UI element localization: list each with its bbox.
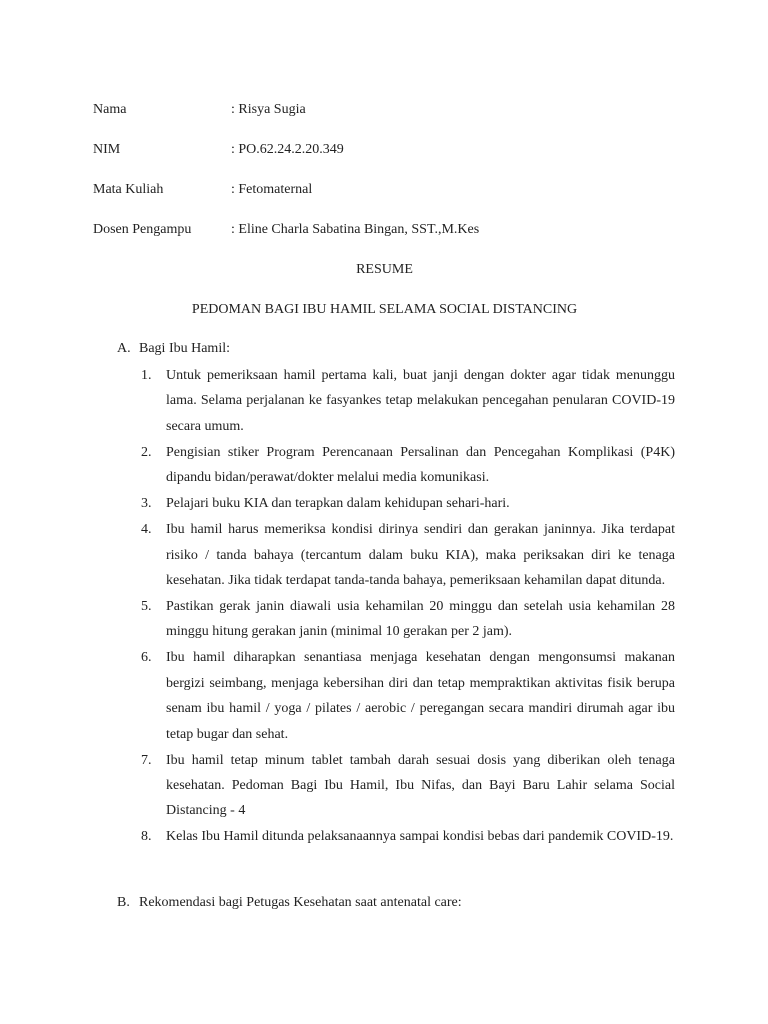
item-number: 6. (141, 650, 152, 666)
section-a-title: Bagi Ibu Hamil: (139, 341, 230, 356)
list-item (141, 517, 675, 593)
nama-label: Nama (93, 102, 127, 117)
item-text: Kelas Ibu Hamil ditunda pelaksanaannya sampai kondisi bebas dari pandemik COVID-19. (166, 829, 674, 845)
info-row-dosen (93, 220, 479, 260)
mata-kuliah-value: : Fetomaternal (231, 182, 313, 197)
item-text: Pengisian stiker Program Perencanaan Persalinan dan Pencegahan Komplikasi (P4K) dipandu bidan/perawat/dokter melalui media komunikasi. (166, 444, 675, 486)
item-text: Ibu hamil harus memeriksa kondisi dirinya sendiri dan gerakan janinnya. Jika terdapat risiko / tanda bahaya (tercantum dalam buku KIA), maka periksakan diri ke tenaga kesehatan. Jika tidak terdapat tanda-tanda bahaya, pemeriksaan kehamilan dapat ditunda. (166, 522, 675, 589)
dosen-label: Dosen Pengampu (93, 222, 192, 237)
nim-value: : PO.62.24.2.20.349 (231, 142, 344, 157)
item-number: 3. (141, 496, 152, 512)
list-item (141, 491, 675, 516)
item-number: 7. (141, 752, 152, 768)
item-number: 2. (141, 444, 152, 460)
item-number: 4. (141, 522, 152, 538)
student-info (93, 100, 479, 260)
section-b-heading (117, 893, 675, 913)
list-item (141, 594, 675, 645)
info-row-nama (93, 100, 479, 140)
section-a-heading (117, 339, 675, 359)
item-text: Ibu hamil tetap minum tablet tambah darah sesuai dosis yang diberikan oleh tenaga kesehatan. Pedoman Bagi Ibu Hamil, Ibu Nifas, dan Bayi Baru Lahir selama Social Distancing - 4 (166, 752, 675, 819)
list-item (141, 748, 675, 824)
info-row-mata-kuliah (93, 180, 479, 220)
section-b-letter: B. (117, 895, 130, 910)
item-number: 5. (141, 599, 152, 615)
list-item (141, 645, 675, 747)
section-a-list (141, 363, 675, 850)
item-number: 1. (141, 368, 152, 383)
section-b-title: Rekomendasi bagi Petugas Kesehatan saat antenatal care: (139, 895, 462, 910)
item-text: Untuk pemeriksaan hamil pertama kali, buat janji dengan dokter agar tidak menunggu lama. Selama perjalanan ke fasyankes tetap melakukan pencegahan penularan COVID-19 secara umum. (166, 368, 675, 434)
item-number: 8. (141, 829, 152, 845)
list-item (141, 824, 675, 849)
info-row-nim (93, 140, 479, 180)
section-a-letter: A. (117, 341, 131, 356)
item-text: Pelajari buku KIA dan terapkan dalam kehidupan sehari-hari. (166, 496, 510, 512)
dosen-value: : Eline Charla Sabatina Bingan, SST.,M.Kes (231, 222, 480, 237)
nim-label: NIM (93, 142, 121, 157)
document-title: RESUME (356, 262, 413, 277)
mata-kuliah-label: Mata Kuliah (93, 182, 164, 197)
item-text: Pastikan gerak janin diawali usia kehamilan 20 minggu dan setelah usia kehamilan 28 minggu hitung gerakan janin (minimal 10 gerakan per 2 jam). (166, 599, 675, 640)
list-item (141, 440, 675, 491)
document-subtitle: PEDOMAN BAGI IBU HAMIL SELAMA SOCIAL DISTANCING (191, 302, 578, 317)
list-item (141, 363, 675, 439)
nama-value: : Risya Sugia (231, 102, 306, 117)
item-text: Ibu hamil diharapkan senantiasa menjaga kesehatan dengan mengonsumsi makanan bergizi seimbang, menjaga kebersihan diri dan tetap mempraktikan aktivitas fisik berupa senam ibu hamil / yoga / pilates / aerobic / peregangan secara mandiri dirumah agar ibu tetap bugar dan sehat. (166, 650, 675, 742)
